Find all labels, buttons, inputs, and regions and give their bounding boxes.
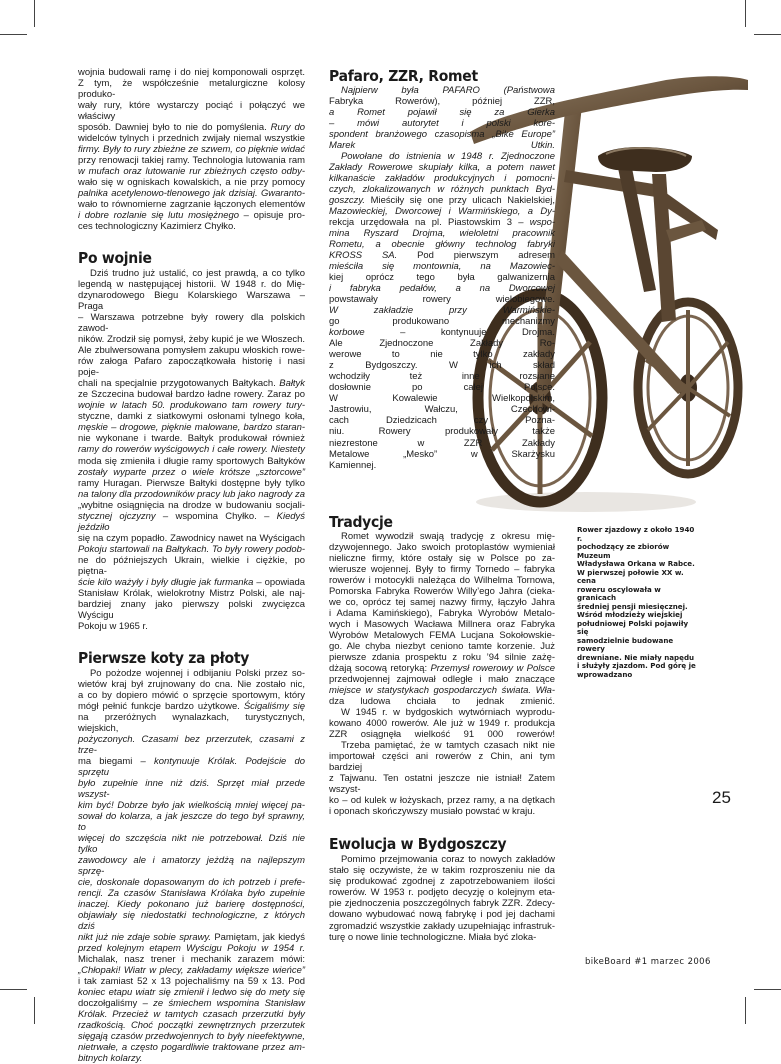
text-line: kilkanaście zakładów produkcyjnych i pomocni- xyxy=(329,173,555,185)
text-line: z Bydgoszczy. W ich skład xyxy=(329,360,555,372)
text-line: ników. Zrodził się pomysł, żeby kupić je we Włoszech. xyxy=(78,334,305,346)
text-line: z Tajwanu. Ten ostatni jeszcze nie istniał! Zatem wszyst- xyxy=(329,773,555,796)
text-line: KROSS SA. Pod pierwszym adresem xyxy=(329,250,556,262)
text-line: ma biegami – kontynuuje Królak. Podejście do sprzętu xyxy=(78,755,305,778)
text-line: go. Ale chyba niezbyt ceniono tamte korzenie. Już xyxy=(329,641,555,653)
text-line: na przeróżnych wynalazkach, turystycznych, wiejskich, xyxy=(78,711,305,734)
text-line: importował części ani rowerów z Chin, ani tym bardziej xyxy=(329,751,555,774)
image-caption xyxy=(577,526,699,679)
text-line: sięgają czasów przedwojennych to były nieefektywne, xyxy=(78,1031,305,1043)
text-line: czych, zlokalizowanych w różnych punktach Byd- xyxy=(329,184,555,196)
text-line: i służyły zjazdom. Pod górę je xyxy=(577,661,696,670)
text-line: się produkować zgodnej z zapotrzebowaniem ilości xyxy=(329,876,555,888)
text-line: mógł pełnić funkcje bardzo użytkowe. Ścigaliśmy się xyxy=(78,700,305,712)
text-line: cach Dziedzicach czy Pozna- xyxy=(329,415,555,427)
text-line: ko – od kulek w łożyskach, przez ramy, a na dętkach xyxy=(329,795,555,807)
text-line: było zupełnie inne niż dziś. Sprzęt miał przede wszyst- xyxy=(78,777,305,800)
text-line: nikt już nie zdaje sobie sprawy. Pamiętam, jak kiedyś xyxy=(78,932,305,944)
text-line: W Kowalewie Wielkopolskim, xyxy=(329,393,555,405)
text-line: Michalak, nasz trener i mechanik zarazem mówi: xyxy=(78,954,305,966)
text-line: wierusze wojennej. Były to firmy Tornedo – fabryka xyxy=(329,564,555,576)
text-line: „wybitne osiągnięcia na drodze w budowaniu socjali- xyxy=(78,499,305,511)
text-line: spondent branżowego czasopisma „Bike Europe” xyxy=(329,129,555,141)
text-line: i fabryka pedałów, a na Dworcowej xyxy=(329,283,555,295)
text-line: Trzeba pamiętać, że w tamtych czasach nikt nie xyxy=(341,740,555,752)
text-line: Pokoju startowali na Bałtykach. To były rowery podob- xyxy=(78,543,305,555)
text-line: ramy Huragan. Pierwsze Bałtyki dostępne były tylko xyxy=(78,477,305,489)
right-column xyxy=(329,67,555,471)
text-line: palnika acetylenowo-tlenowego jak dzisiaj. Gwaranto- xyxy=(78,188,305,200)
text-line: rzadkością. Choć początki zewnętrznych przerzutek xyxy=(78,1020,305,1032)
text-line: zostały wyparte przez o wiele krótsze „sztorcowe” xyxy=(78,466,305,478)
text-line: Rower zjazdowy z około 1940 r. xyxy=(577,525,695,543)
text-line: dżają socową retoryką: Przemysł rowerowy w Polsce xyxy=(329,663,555,675)
text-line: więcej do szczęścia nikt nie potrzebował. Dziś nie tylko xyxy=(78,832,305,855)
text-line: wietów kraj był zrujnowany do cna. Nie zostało nic, xyxy=(78,678,305,690)
text-line: ne do późniejszych Ukrain, wielkie i ciężkie, po piętna- xyxy=(78,554,305,577)
crop-mark xyxy=(0,34,27,35)
tradycje-paragraph xyxy=(329,531,555,817)
text-line: powstawały rowery wielobiegowe. xyxy=(329,294,555,306)
right-column-lower xyxy=(329,513,555,943)
text-line: Najpierw była PAFARO (Państwowa xyxy=(341,85,555,96)
text-line: Władysława Orkana w Rabce. xyxy=(577,559,695,568)
text-line: wojnie w latach 50. produkowano tam rowery tury- xyxy=(78,400,305,412)
text-line: moda się zmieniła i długie ramy sportowych Bałtyków xyxy=(78,455,305,467)
text-line: korbowe – kontynuuje Drojma. xyxy=(329,327,555,339)
text-line: nieliczne firmy, które ostały się w Polsce po za- xyxy=(329,553,555,565)
text-line: i tak zamiast 52 x 13 pojechaliśmy na 59 x 13. Pod xyxy=(78,976,305,988)
pafaro-paragraph xyxy=(329,85,555,471)
crop-mark xyxy=(754,989,781,990)
text-line: niu. Rowery produkowały także xyxy=(329,426,555,438)
text-line: przed kolejnym etapem Wyścigu Pokoju w 1954 r. xyxy=(78,943,305,955)
crop-mark xyxy=(745,997,746,1024)
text-line: wało się w ogniskach kowalskich, a nie przy pomocy xyxy=(78,177,305,189)
text-line: kiej oprócz tego była galwanizernia xyxy=(329,272,555,284)
text-line: we co, oprócz tej samej nazwy firmy, łączyło Jahra xyxy=(329,597,555,609)
frame-beam xyxy=(564,170,666,198)
crop-mark xyxy=(0,989,27,990)
text-line: Królak. Przecież w tamtych czasach przerzutki były xyxy=(78,1009,305,1021)
text-line: stało się oczywiste, że w takim rozproszeniu nie da xyxy=(329,865,555,877)
text-line: dzywojennego. Jako swoich protoplastów wymieniał xyxy=(329,542,555,554)
text-line: mina Ryszard Drojma, wieloletni pracownik xyxy=(329,228,555,240)
text-line: objawiały się niedostatki technologiczne, z których dziś xyxy=(78,910,305,933)
text-line: ze Szczecina budował bardzo ładne rowery. Zaraz po xyxy=(78,389,305,401)
text-line: Dziś trudno już ustalić, co jest prawdą, a co tylko xyxy=(90,268,305,280)
text-line: rencji. Za czasów Stanisława Królaka było zupełnie xyxy=(78,888,305,900)
ewolucja-paragraph xyxy=(329,854,555,942)
text-line: wych i Masowych Wacława Millnera oraz Fabryka xyxy=(329,619,555,631)
text-line: średniej pensji miesięcznej. xyxy=(577,601,688,611)
crop-mark xyxy=(745,0,746,27)
text-line: a co by dopiero mówić o sprzęcie sportowym, który xyxy=(78,689,305,701)
text-line: Ale zbulwersowana pomysłem zakupu włoskich rowe- xyxy=(78,345,305,357)
text-line: wprowadzano xyxy=(577,669,633,679)
crop-mark xyxy=(34,0,35,27)
text-line: rekcja urzędowała na pl. Piastowskim 3 – wspo- xyxy=(329,217,555,229)
text-line: przedwojennej zajmował odległe i mało znaczące xyxy=(329,674,555,686)
heading-pafaro: Pafaro, ZZR, Romet xyxy=(329,67,478,85)
text-line: południowej Polski pojawiły się xyxy=(577,618,689,636)
text-line: Fabryka Rowerów), później ZZR, xyxy=(329,96,555,108)
text-line: „Chłopaki! Wiatr w plecy, zakładamy większe wieńce” xyxy=(78,965,305,977)
text-line: Romet wywodził swają tradycję z okresu mię- xyxy=(341,531,555,542)
text-line: Mazowieckiej, Dworcowej i Warmińskiego, a Dy- xyxy=(329,206,555,218)
text-line: ZZR osiągnęła wielkość 91 000 rowerów! xyxy=(329,729,555,741)
text-line: Wśród młodzieży wiejskiej xyxy=(577,610,683,619)
text-line: stycznej ojczyzny – wspomina Chyłko. – Kiedyś jeździło xyxy=(78,510,305,533)
text-line: inaczej. Kiedy pokonano już barierę dostępności, xyxy=(78,899,305,911)
text-line: dzynarodowego Biegu Kolarskiego Warszawa – Praga xyxy=(78,290,305,313)
text-line: ście kilo ważyły i były długie jak furmanka – opowiada xyxy=(78,576,305,588)
text-line: i dobre rozlanie się lutu mosiężnego – opisuje pro- xyxy=(78,210,305,222)
text-line: się na czym popadło. Zawodnicy nawet na Wyścigach xyxy=(78,532,305,544)
text-line: kowano 4000 rowerów. Ale już w 1949 r. produkcja xyxy=(329,718,555,730)
text-line: dosłownie po całej Polsce. xyxy=(329,382,555,394)
text-line: widelców tylnych i przednich zwijały niemal wszystkie xyxy=(78,133,305,145)
text-line: mieściła się montownia, na Mazowiec- xyxy=(329,261,555,273)
text-line: cie, doskonale dopasowanym do ich potrzeb i prefe- xyxy=(78,877,305,889)
text-line: Ale Zjednoczone Zakłady Ro- xyxy=(329,338,555,350)
text-line: wojnia budowali ramę i do niej komponowali osprzęt. xyxy=(78,67,305,78)
text-line: W zakładzie przy Warmińskie- xyxy=(329,305,555,317)
text-line: wały rury, które wystarczy pociąć i połączyć we właściwy xyxy=(78,100,305,123)
text-line: W pierwszej połowie XX w. cena xyxy=(577,567,684,585)
text-line: go produkowano mechanizmy xyxy=(329,316,555,328)
text-line: roweru oscylowała w granicach xyxy=(577,584,661,602)
text-line: w mufach oraz lutowanie rur zbieżnych często odby- xyxy=(78,166,305,178)
text-line: dowano wybudować nową fabrykę i pod jej dachami xyxy=(329,909,555,921)
text-line: W 1945 r. w bydgoskich wytwórniach wyprodu- xyxy=(341,707,555,719)
text-line: doczołgaliśmy – ze śmiechem wspomina Stanisław xyxy=(78,998,305,1010)
text-line: Pomorska Fabryka Rowerów Willy’ego Jahra (cieka- xyxy=(329,586,555,598)
text-line: Powołane do istnienia w 1948 r. Zjednoczone xyxy=(341,151,555,163)
text-line: niezrestone w ZZR Zakłady xyxy=(329,437,555,449)
text-line: miejsce w statystykach gospodarczych świata. Wła- xyxy=(329,685,555,697)
intro-paragraph xyxy=(78,67,305,232)
heading-tradycje: Tradycje xyxy=(329,513,393,531)
text-line: ces technologiczny Kazimierz Chyłko. xyxy=(78,221,236,233)
text-line: nietrwałe, a często pogardliwie traktowane przez am- xyxy=(78,1042,305,1054)
text-line: samodzielnie budowane rowery xyxy=(577,635,674,653)
text-line: sposób. Dawniej było to nie do pomyślenia. Rury do xyxy=(78,122,305,134)
text-line: pożyczonych. Czasami bez przerzutek, czasami z trze- xyxy=(78,733,305,756)
text-line: drewniane. Nie miały napędu xyxy=(577,652,695,662)
text-line: Metalowe „Mesko” w Skarżysku xyxy=(329,448,555,460)
text-line: wało to równomierne zagrzanie łączonych elementów xyxy=(78,199,305,211)
text-line: nie wykonane i twarde. Bałtyk produkował również xyxy=(78,433,305,445)
text-line: na talony dla przodowników pracy lub jako nagrody za xyxy=(78,488,305,500)
text-line: dza ludowa chciała to jednak zmienić. xyxy=(329,696,555,708)
crop-mark xyxy=(754,34,781,35)
text-line: Kamiennej. xyxy=(329,459,377,471)
text-line: Po pożodze wojennej i odbijaniu Polski przez so- xyxy=(90,667,305,679)
text-line: pie zjednoczenia poszczególnych fabryk ZZR. Zdecy- xyxy=(329,898,555,910)
text-line: Marek Utkin. xyxy=(329,140,555,152)
text-line: firmy. Były to rury zbieżne ze szwem, co pięknie widać xyxy=(78,144,305,156)
text-line: męskie – drogowe, pięknie malowane, bardzo staran- xyxy=(78,422,305,434)
text-line: Stanisław Królak, wielokrotny Mistrz Polski, ale naj- xyxy=(78,587,305,599)
text-line: ramy do rowerów wyścigowych i całe rowery. Niestety xyxy=(78,444,305,456)
text-line: styczne, damki z siatkowymi osłonami tylnego koła, xyxy=(78,411,305,423)
text-line: turę o nowe linie technologiczne. Miała być zloka- xyxy=(329,931,537,943)
text-line: Pokoju w 1965 r. xyxy=(78,620,148,632)
text-line: i oponach skończywszy musiało powstać w kraju. xyxy=(329,806,536,818)
text-line: werowe to nie tylko zakłady xyxy=(329,349,555,361)
text-line: zawodowcy ale i amatorzy jeżdżą na najlepszym sprzę- xyxy=(78,855,305,878)
page-number: 25 xyxy=(712,788,731,807)
text-line: Rometu, a obecnie główny technolog fabryki xyxy=(329,239,555,251)
text-line: Pomimo przejmowania coraz to nowych zakładów xyxy=(341,854,555,866)
text-line: bitnych kolarzy. xyxy=(78,1053,143,1064)
text-line: pierwsze zdania prospektu z roku ’94 silnie zażę- xyxy=(329,652,555,664)
heading-ewolucja: Ewolucja w Bydgoszczy xyxy=(329,835,507,854)
text-line: wchodziły też inne rozsiane xyxy=(329,371,555,383)
text-line: rowerów. W 1953 r. podjęto decyzję o kolejnym eta- xyxy=(329,887,555,899)
text-line: – mówi autorytet i polski kore- xyxy=(329,118,555,130)
crop-mark xyxy=(34,997,35,1024)
text-line: chali na specjalnie przygotowanych Bałtykach. Bałtyk xyxy=(78,378,305,390)
pierwsze-koty-paragraph xyxy=(78,668,305,1064)
po-wojnie-paragraph xyxy=(78,268,305,632)
text-line: kim być! Dobrze było jak wielkością mniej więcej pa- xyxy=(78,799,305,811)
text-line: pochodzący ze zbiorów Muzeum xyxy=(577,542,670,560)
text-line: Wyrobów Metalowych FEMA Lucjana Sokołowskie- xyxy=(329,630,555,642)
text-line: Jastrowiu, Wałczu, Czechowi- xyxy=(329,404,555,416)
text-line: Zakłady Rowerowe skupiały kilka, a potem nawet xyxy=(329,162,555,174)
issue-footer: bikeBoard #1 marzec 2006 xyxy=(585,957,711,967)
text-line: sował do kolarza, a jak jeszcze do tego był sprawny, to xyxy=(78,810,305,833)
text-line: rowerów i motocykli należąca do Wilhelma Tornowa, xyxy=(329,575,555,587)
text-line: rów załoga Pafaro zapoczątkowała historię i nasi poje- xyxy=(78,356,305,379)
text-line: a Romet pojawił się za Gierka xyxy=(329,107,555,119)
text-line: zgromadzić wszystkie zakłady uzupełniając infrastruk- xyxy=(329,920,555,932)
text-line: przy renowacji takiej ramy. Technologia lutowania ram xyxy=(78,155,305,167)
text-line: i Adama Kamińskiego), Fabryka Wyrobów Metalo- xyxy=(329,608,555,620)
text-line: Z tym, że współcześnie metalurgiczne kolosy produko- xyxy=(78,78,305,101)
text-line: bardziej znany jako pierwszy polski zwycięzca Wyścigu xyxy=(78,598,305,621)
text-line: – Warszawa potrzebne były rowery dla polskich zawod- xyxy=(78,312,305,335)
text-line: koniec etapu wiatr się zmienił i ledwo się do mety się xyxy=(78,987,305,999)
text-line: goszczy. Mieściły się one przy ulicach Nakielskiej, xyxy=(329,195,555,207)
heading-po-wojnie: Po wojnie xyxy=(78,249,152,268)
left-column xyxy=(78,67,305,1064)
text-line: legendą w następującej historii. W 1948 r. do Mię- xyxy=(78,279,305,291)
heading-pierwsze-koty: Pierwsze koty za płoty xyxy=(78,648,250,667)
